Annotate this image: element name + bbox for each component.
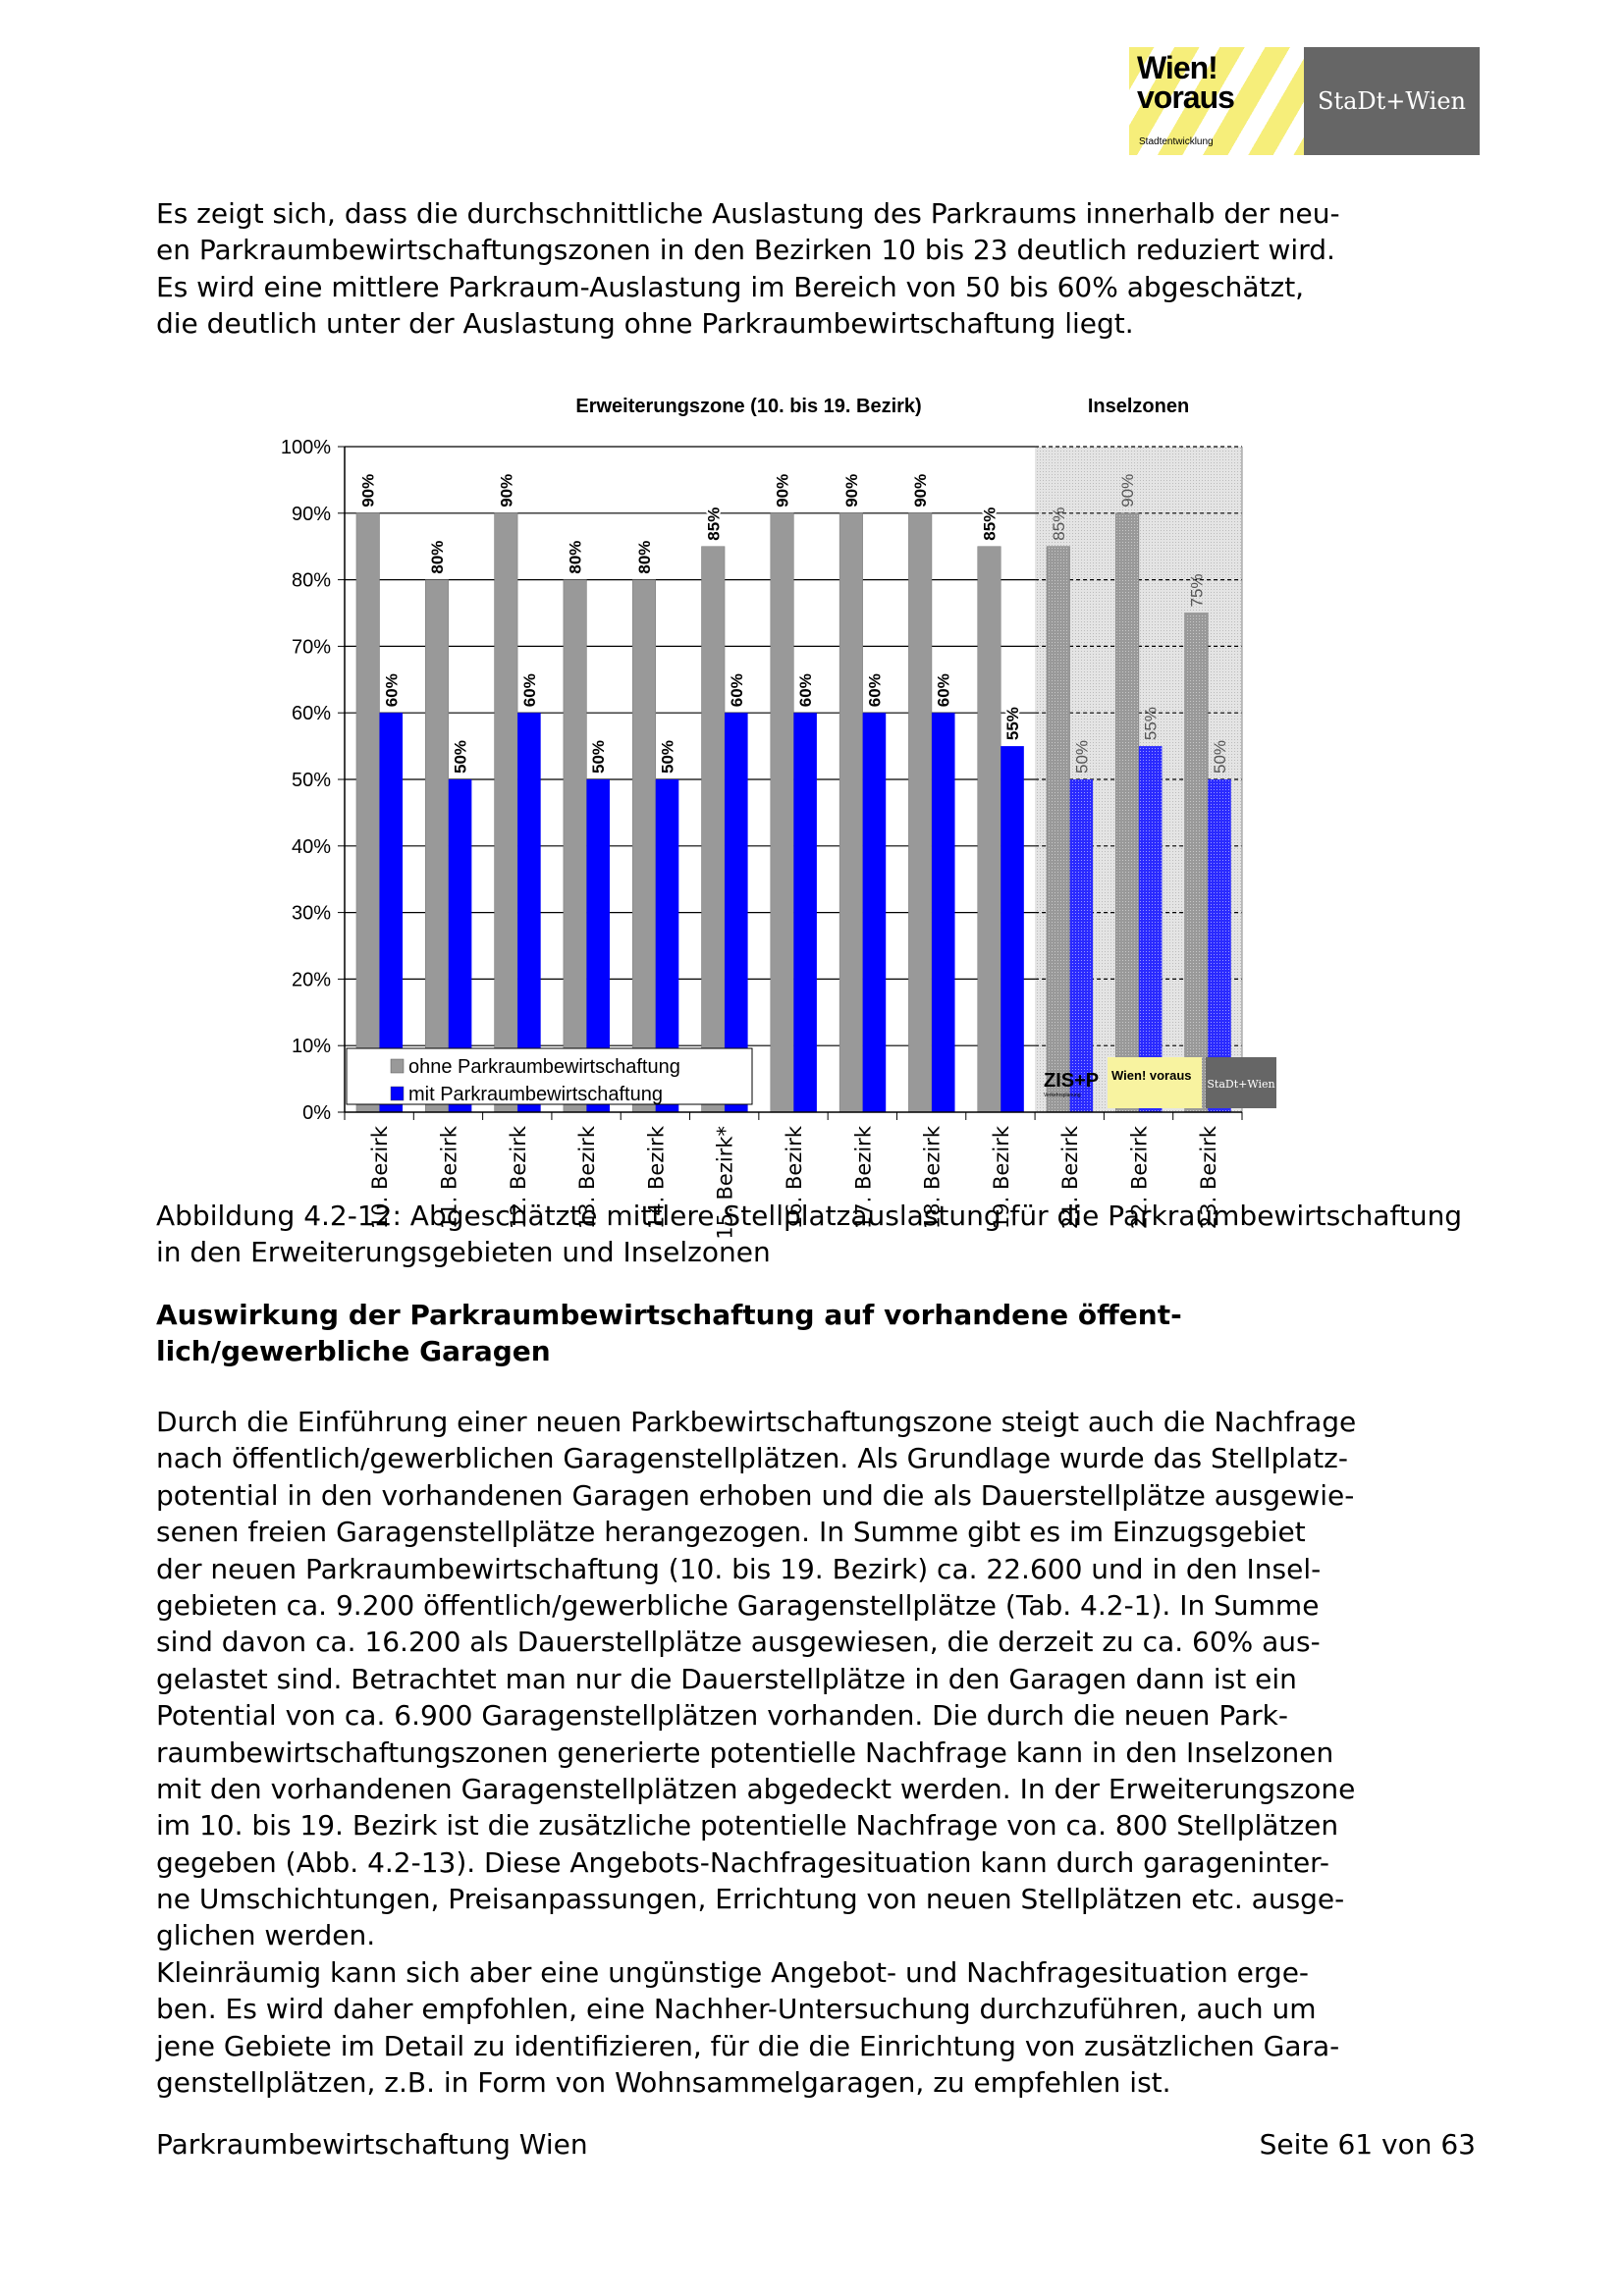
x-tick-label: 11. Bezirk — [437, 1126, 461, 1230]
x-tick-label: 18. Bezirk — [920, 1126, 945, 1230]
data-label: 80% — [428, 540, 448, 574]
y-tick-label: 100% — [280, 437, 331, 458]
stadt-wien-logo: StaDt+Wien — [1304, 47, 1480, 155]
data-label: 90% — [1118, 473, 1138, 507]
wien-voraus-small-logo — [1108, 1057, 1202, 1108]
bar-ohne — [1115, 513, 1139, 1112]
y-tick-label: 80% — [291, 569, 331, 592]
text-line: Kleinräumig kann sich aber eine ungünstige Angebot- und Nachfragesituation erge- — [156, 1955, 1310, 1989]
bar-ohne — [839, 513, 863, 1112]
text-line: ne Umschichtungen, Preisanpassungen, Errichtung von neuen Stellplätzen etc. ausge- — [156, 1883, 1345, 1916]
data-label: 90% — [773, 473, 792, 507]
x-tick-label: 14. Bezirk — [644, 1126, 669, 1230]
bar-ohne — [1047, 547, 1070, 1112]
text-line: die deutlich unter der Auslastung ohne Parkraumbewirtschaftung liegt. — [156, 307, 1134, 341]
text-line: jene Gebiete im Detail zu identifizieren, für die die Einrichtung von zusätzlichen Gara- — [156, 2029, 1340, 2062]
legend-label: mit Parkraumbewirtschaftung — [408, 1084, 663, 1105]
bar-ohne — [771, 513, 794, 1112]
text-line: der neuen Parkraumbewirtschaftung (10. bis 19. Bezirk) ca. 22.600 und in den Insel- — [156, 1552, 1322, 1585]
x-tick-label: 17. Bezirk — [851, 1126, 876, 1230]
data-label: 90% — [497, 473, 516, 507]
bar-ohne — [1185, 614, 1209, 1113]
footer-title: Parkraumbewirtschaftung Wien — [156, 2128, 588, 2161]
text-line: glichen werden. — [156, 1919, 376, 1952]
bar-ohne — [425, 580, 449, 1112]
y-tick-label: 10% — [291, 1036, 331, 1058]
x-tick-label: 19. Bezirk — [989, 1126, 1013, 1230]
text-line: Potential von ca. 6.900 Garagenstellplätzen vorhanden. Die durch die neuen Park- — [156, 1699, 1288, 1733]
stadt-wien-small-text: StaDt+Wien — [1207, 1078, 1275, 1091]
text-line: senen freien Garagenstellplätze herangezogen. In Summe gibt es im Einzugsgebiet — [156, 1516, 1306, 1549]
data-label: 90% — [911, 473, 931, 507]
text-line: raumbewirtschaftungszonen generierte potentielle Nachfrage kann in den Inselzonen — [156, 1735, 1334, 1769]
text-line: im 10. bis 19. Bezirk ist die zusätzliche potentielle Nachfrage von ca. 800 Stellplätzen — [156, 1809, 1339, 1842]
data-label: 90% — [841, 473, 861, 507]
y-tick-label: 20% — [291, 969, 331, 991]
bar-mit — [1001, 746, 1024, 1112]
body-paragraph — [156, 1404, 1356, 2101]
y-tick-label: 30% — [291, 902, 331, 925]
x-tick-label: 23. Bezirk — [1196, 1126, 1220, 1230]
bar-mit — [863, 713, 887, 1112]
data-label: 75% — [1187, 573, 1207, 608]
bar-ohne — [978, 547, 1001, 1112]
x-tick-label: 13. Bezirk — [575, 1126, 600, 1230]
wien-voraus-small-text: Wien! voraus — [1111, 1068, 1192, 1083]
data-label: 85% — [1049, 507, 1068, 541]
x-tick-label: 22. Bezirk — [1127, 1126, 1152, 1230]
bar-ohne — [356, 513, 380, 1112]
page-number: Seite 61 von 63 — [1259, 2128, 1476, 2161]
data-label: 60% — [382, 673, 402, 708]
x-tick-label: 21. Bezirk — [1058, 1126, 1083, 1230]
data-label: 80% — [566, 540, 585, 574]
text-line: gegeben (Abb. 4.2-13). Diese Angebots-Nachfragesituation kann durch garageninter- — [156, 1845, 1330, 1879]
data-label: 85% — [704, 507, 724, 541]
bar-ohne — [908, 513, 932, 1112]
zisp-logo-sub: Verkehrsplanung — [1044, 1093, 1081, 1098]
data-label: 60% — [934, 673, 953, 708]
logo-text: Wien! — [1137, 50, 1217, 85]
logo-subtext: Stadtentwicklung — [1139, 136, 1214, 147]
text-line: en Parkraumbewirtschaftungszonen in den Bezirken 10 bis 23 deutlich reduziert wird. — [156, 234, 1335, 267]
section-heading — [156, 1297, 1182, 1370]
bar-mit — [793, 713, 817, 1112]
text-line: ben. Es wird daher empfohlen, eine Nachher-Untersuchung durchzuführen, auch um — [156, 1993, 1317, 2026]
bar-mit — [1070, 779, 1094, 1112]
text-line: Durch die Einführung einer neuen Parkbewirtschaftungszone steigt auch die Nachfrage — [156, 1406, 1357, 1438]
text-line: lich/gewerbliche Garagen — [156, 1335, 551, 1368]
y-tick-label: 0% — [302, 1102, 331, 1124]
x-tick-label: 12. Bezirk — [506, 1126, 530, 1230]
text-line: potential in den vorhandenen Garagen erhoben und die als Dauerstellplätze ausgewie- — [156, 1478, 1355, 1512]
logo-text: voraus — [1137, 80, 1234, 115]
data-label: 50% — [451, 739, 470, 774]
y-tick-label: 60% — [291, 703, 331, 725]
data-label: 50% — [1072, 739, 1092, 774]
x-tick-label: 10. Bezirk — [368, 1126, 393, 1230]
text-line: in den Erweiterungsgebieten und Inselzonen — [156, 1236, 771, 1269]
data-label: 60% — [727, 673, 746, 708]
data-label: 60% — [796, 673, 816, 708]
legend-swatch — [391, 1087, 404, 1100]
bar-ohne — [495, 513, 518, 1112]
data-label: 55% — [1003, 707, 1023, 741]
text-line: nach öffentlich/gewerblichen Garagenstellplätzen. Als Grundlage wurde das Stellplatz- — [156, 1442, 1348, 1475]
legend-label: ohne Parkraumbewirtschaftung — [408, 1056, 680, 1078]
x-tick-label: 16. Bezirk — [783, 1126, 806, 1230]
group-title: Erweiterungszone (10. bis 19. Bezirk) — [575, 396, 922, 417]
data-label: 50% — [658, 739, 677, 774]
bar-ohne — [564, 580, 587, 1112]
zisp-logo: ZIS+P — [1044, 1070, 1100, 1092]
text-line: sind davon ca. 16.200 als Dauerstellplätze ausgewiesen, die derzeit zu ca. 60% aus- — [156, 1626, 1321, 1659]
figure-caption — [156, 1198, 1462, 1271]
y-tick-label: 90% — [291, 503, 331, 525]
x-tick-label: 15. Bezirk* — [713, 1126, 737, 1240]
text-line: Auswirkung der Parkraumbewirtschaftung auf vorhandene öffent- — [156, 1299, 1182, 1331]
data-label: 90% — [358, 473, 378, 507]
data-label: 60% — [865, 673, 885, 708]
y-tick-label: 50% — [291, 770, 331, 791]
data-label: 55% — [1141, 707, 1161, 741]
y-tick-label: 70% — [291, 636, 331, 659]
text-line: Abbildung 4.2-12: Abgeschätzte mittlere Stellplatzauslastung für die Parkraumbewirtschaftung — [156, 1200, 1463, 1232]
data-label: 50% — [589, 739, 609, 774]
text-line: Es zeigt sich, dass die durchschnittliche Auslastung des Parkraums innerhalb der neu- — [156, 197, 1340, 230]
text-line: mit den vorhandenen Garagenstellplätzen abgedeckt werden. In der Erweiterungszone — [156, 1772, 1356, 1805]
group-title: Inselzonen — [1087, 396, 1190, 417]
legend-swatch — [391, 1059, 404, 1073]
y-tick-label: 40% — [291, 835, 331, 858]
text-line: gebieten ca. 9.200 öffentlich/gewerbliche Garagenstellplätze (Tab. 4.2-1). In Summe — [156, 1588, 1320, 1622]
bar-ohne — [632, 580, 656, 1112]
text-line: genstellplätzen, z.B. in Form von Wohnsammelgaragen, zu empfehlen ist. — [156, 2066, 1171, 2100]
data-label: 85% — [980, 507, 1000, 541]
data-label: 80% — [634, 540, 654, 574]
text-line: gelastet sind. Betrachtet man nur die Dauerstellplätze in den Garagen dann ist ein — [156, 1662, 1297, 1695]
data-label: 60% — [519, 673, 539, 708]
bar-mit — [932, 713, 955, 1112]
bar-ohne — [701, 547, 725, 1112]
data-label: 50% — [1210, 739, 1229, 774]
text-line: Es wird eine mittlere Parkraum-Auslastung im Bereich von 50 bis 60% abgeschätzt, — [156, 270, 1305, 303]
